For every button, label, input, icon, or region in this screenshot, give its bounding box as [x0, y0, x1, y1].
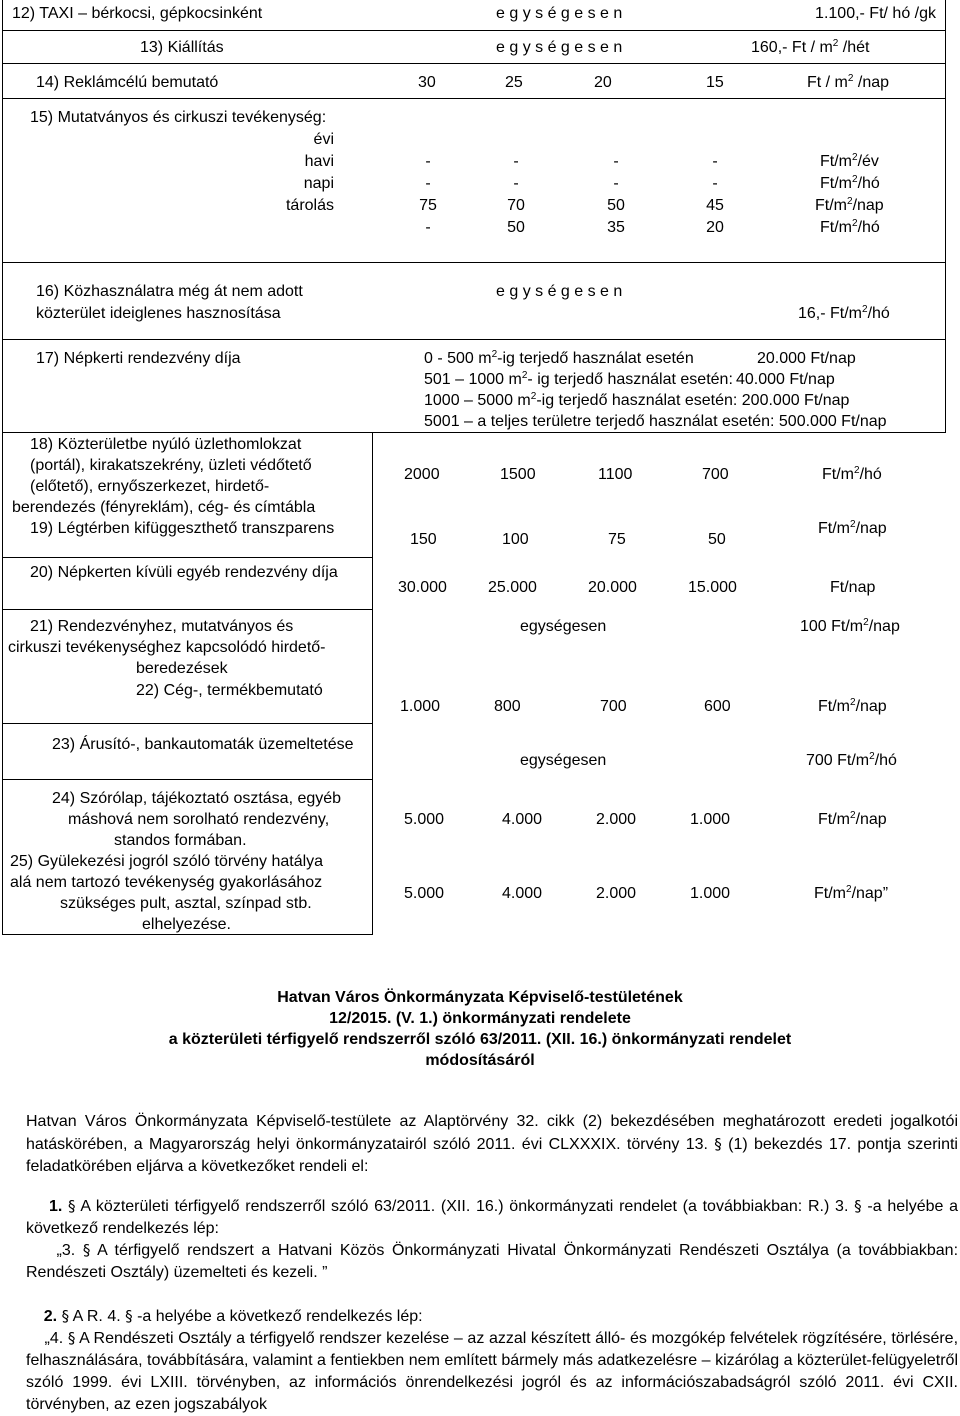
row-21-label: beredezések — [136, 660, 228, 677]
row-15-unit: $Ft/m^2/hó$ — [820, 174, 880, 192]
row-24-value: 4.000 — [502, 811, 543, 828]
row-15-sub: évi — [313, 131, 334, 148]
row-22-unit: $Ft/m^2$/nap — [818, 697, 887, 715]
row-19-value: 100 — [502, 531, 529, 548]
row-15-unit: $Ft/m^2/hó$ — [820, 218, 880, 236]
row-19-value: 150 — [410, 531, 437, 548]
row-19-value: 50 — [708, 531, 726, 548]
row-15-cell: - — [712, 153, 718, 170]
row-15-unit: $Ft/m^2/év$ — [820, 152, 879, 170]
row-18-value: 1100 — [598, 466, 633, 483]
row-24-label: máshová nem sorolható rendezvény, — [68, 811, 330, 828]
row-18-label: (előtető), ernyőszerkezet, hirdető- — [30, 478, 270, 495]
row-15-cell: - — [513, 153, 519, 170]
row-15-sub: napi — [303, 175, 334, 192]
section-2: 2. § A R. 4. § -a helyébe a következő rendelkezés lép: — [43, 1307, 423, 1325]
decree-title-number: 12/2015. (V. 1.) önkormányzati rendelete — [329, 1010, 631, 1027]
table-inner-divider — [372, 432, 373, 935]
row-25-unit: $Ft/m^2$/nap” — [814, 884, 889, 902]
row-18-unit: $Ft/m^2/hó$ — [822, 465, 882, 483]
row-22-value: 600 — [704, 698, 731, 715]
row-22-value: 700 — [600, 698, 627, 715]
row-17-line: 0 - 500 $m^2-ig$ terjedő használat esetén — [424, 349, 694, 367]
row-divider — [2, 98, 946, 99]
row-divider — [2, 779, 373, 780]
row-15-cell: - — [613, 153, 619, 170]
row-divider — [2, 934, 373, 935]
row-25-value: 1.000 — [690, 885, 731, 902]
row-24-unit: $Ft/m^2$/nap — [818, 810, 887, 828]
row-25-value: 5.000 — [404, 885, 445, 902]
row-18-label: 18) Közterületbe nyúló üzlethomlokzat — [30, 436, 302, 453]
row-25-value: 2.000 — [596, 885, 637, 902]
row-divider — [2, 30, 946, 31]
row-15-cell: - — [513, 175, 519, 192]
row-divider — [2, 262, 946, 263]
row-15-cell: 50 — [607, 197, 625, 214]
row-21-label: cirkuszi tevékenységhez kapcsolódó hirdető- — [8, 639, 326, 656]
table-border-right — [945, 0, 946, 432]
row-18-label: (portál), kirakatszekrény, üzleti védőtető — [30, 457, 312, 474]
row-divider — [2, 557, 373, 558]
row-15-label: 15) Mutatványos és cirkuszi tevékenység: — [30, 109, 327, 126]
row-15-sub: tárolás — [285, 197, 334, 214]
row-14-value: 15 — [706, 74, 724, 91]
row-18-label: berendezés (fényreklám), cég- és címtábla — [12, 499, 316, 516]
row-15-cell: - — [425, 219, 431, 236]
row-16-label: 16) Közhasználatra még át nem adott — [36, 283, 303, 300]
decree-title-subject: a közterületi térfigyelő rendszerről szóló 63/2011. (XII. 16.) önkormányzati rendelet — [168, 1031, 792, 1048]
row-12-price: 1.100,- Ft/ hó /gk — [815, 5, 936, 22]
row-15-cell: 70 — [507, 197, 525, 214]
row-15-cell: 20 — [706, 219, 724, 236]
row-14-value: 30 — [418, 74, 436, 91]
row-19-unit: $Ft/m^2$/nap — [818, 519, 887, 537]
section-2-quote: „4. § A Rendészeti Osztály a térfigyelő rendszer kezelése – az azzal készített álló- és mozgókép felvételek rögzítésére, törlésére, felhasználására, továbbítására, valamint a fentiekben nem említett bármely más adatkezelésre – kizárólag a közterület-felügyeletről szóló 1999. évi LXIII. törvényben, az információs önrendelkezési jogról és az információszabadságról szóló 2011. évi CXII. törvényben, az ezen jogszabályok — [26, 1329, 959, 1413]
row-12-uniform: e g y s é g e s e n — [496, 5, 623, 22]
row-15-cell: - — [613, 175, 619, 192]
row-15-cell: - — [712, 175, 718, 192]
row-25-value: 4.000 — [502, 885, 543, 902]
row-16-uniform: e g y s é g e s e n — [496, 283, 623, 300]
row-23-price: 700 $Ft/m^2/hó$ — [806, 751, 897, 769]
row-15-cell: 75 — [419, 197, 437, 214]
row-17-label: 17) Népkerti rendezvény díja — [36, 350, 241, 367]
preamble-paragraph: Hatvan Város Önkormányzata Képviselő-testülete az Alaptörvény 32. cikk (2) bekezdésében meghatározott eredeti jogalkotói hatáskörében, a Magyarország helyi önkormányzatairól szóló 2011. évi CLXXXIX. törvény 13. § (1) bekezdés 17. pontja szerinti feladatkörében eljárva a következőket rendeli el: — [26, 1113, 958, 1175]
row-24-value: 5.000 — [404, 811, 445, 828]
row-22-value: 1.000 — [400, 698, 441, 715]
row-15-sub: havi — [304, 153, 334, 170]
row-23-uniform: egységesen — [520, 752, 607, 769]
row-21-price: 100 $Ft/m^2$/nap — [800, 617, 900, 635]
row-21-uniform: egységesen — [520, 618, 607, 635]
row-22-label: 22) Cég-, termékbemutató — [136, 682, 323, 699]
row-20-value: 30.000 — [398, 579, 447, 596]
row-divider — [2, 432, 946, 433]
row-18-value: 2000 — [404, 466, 440, 483]
row-19-value: 75 — [608, 531, 626, 548]
row-24-value: 2.000 — [596, 811, 637, 828]
row-15-cell: - — [425, 175, 431, 192]
row-17-line: 5001 – a teljes területre terjedő használat esetén: 500.000 Ft/nap — [424, 413, 887, 430]
row-16-label: közterület ideiglenes hasznosítása — [36, 305, 281, 322]
row-24-label: standos formában. — [114, 832, 247, 849]
row-12-label: 12) TAXI – bérkocsi, gépkocsinként — [12, 5, 263, 22]
row-24-label: 24) Szórólap, tájékoztató osztása, egyéb — [52, 790, 342, 807]
row-18-value: 700 — [702, 466, 729, 483]
row-25-label: szükséges pult, asztal, színpad stb. — [60, 895, 312, 912]
row-18-value: 1500 — [500, 466, 536, 483]
row-15-cell: - — [425, 153, 431, 170]
row-15-unit: $Ft/m^2$/nap — [815, 196, 884, 214]
row-14-value: 25 — [505, 74, 523, 91]
row-14-value: 20 — [594, 74, 612, 91]
row-20-unit: Ft/nap — [830, 579, 876, 596]
row-divider — [2, 609, 373, 610]
row-24-value: 1.000 — [690, 811, 731, 828]
row-16-price: 16,- $Ft/m^2/hó$ — [798, 304, 890, 322]
row-15-cell: 50 — [507, 219, 525, 236]
row-13-price: 160,- Ft / $m^2$ /hét — [751, 38, 870, 56]
row-14-label: 14) Reklámcélú bemutató — [36, 74, 219, 91]
section-1: 1. § A közterületi térfigyelő rendszerről szóló 63/2011. (XII. 16.) önkormányzati rendelet (a továbbiakban: R.) 3. § -a helyébe a következő rendelkezés lép: — [26, 1197, 959, 1237]
row-20-label: 20) Népkerten kívüli egyéb rendezvény díja — [30, 564, 338, 581]
row-25-label: elhelyezése. — [142, 916, 231, 933]
row-19-label: 19) Légtérben kifüggeszthető transzparens — [30, 520, 335, 537]
row-17-value: 20.000 Ft/nap — [757, 350, 856, 367]
row-23-label: 23) Árusító-, bankautomaták üzemeltetése — [52, 736, 354, 753]
row-20-value: 25.000 — [488, 579, 537, 596]
row-25-label: alá nem tartozó tevékenység gyakorlásához — [10, 874, 323, 891]
row-15-cell: 45 — [706, 197, 724, 214]
decree-title-issuer: Hatvan Város Önkormányzata Képviselő-testületének — [277, 989, 683, 1006]
row-17-line: 1000 – 5000 $m^2-ig$ terjedő használat esetén: 200.000 Ft/nap — [424, 391, 850, 409]
row-divider — [2, 723, 373, 724]
decree-title-amendment: módosításáról — [425, 1052, 535, 1069]
row-25-label: 25) Gyülekezési jogról szóló törvény hatálya — [10, 853, 324, 870]
row-21-label: 21) Rendezvényhez, mutatványos és — [30, 618, 294, 635]
row-15-cell: 35 — [607, 219, 625, 236]
row-20-value: 20.000 — [588, 579, 637, 596]
row-17-value: 40.000 Ft/nap — [736, 371, 835, 388]
row-13-uniform: e g y s é g e s e n — [496, 39, 623, 56]
row-13-label: 13) Kiállítás — [140, 39, 224, 56]
table-border-left — [2, 0, 3, 935]
row-20-value: 15.000 — [688, 579, 737, 596]
row-17-line: 501 – 1000 $m^2-$ ig terjedő használat esetén: — [424, 370, 733, 388]
section-1-quote: „3. § A térfigyelő rendszert a Hatvani Közös Önkormányzati Hivatal Önkormányzati Rendészeti Osztálya (a továbbiakban: Rendészeti Osztály) üzemelteti és kezeli. ” — [26, 1241, 959, 1281]
row-divider — [2, 339, 946, 340]
row-22-value: 800 — [494, 698, 521, 715]
row-divider — [2, 63, 946, 64]
row-14-unit: Ft / $m^2$ /nap — [807, 73, 890, 91]
